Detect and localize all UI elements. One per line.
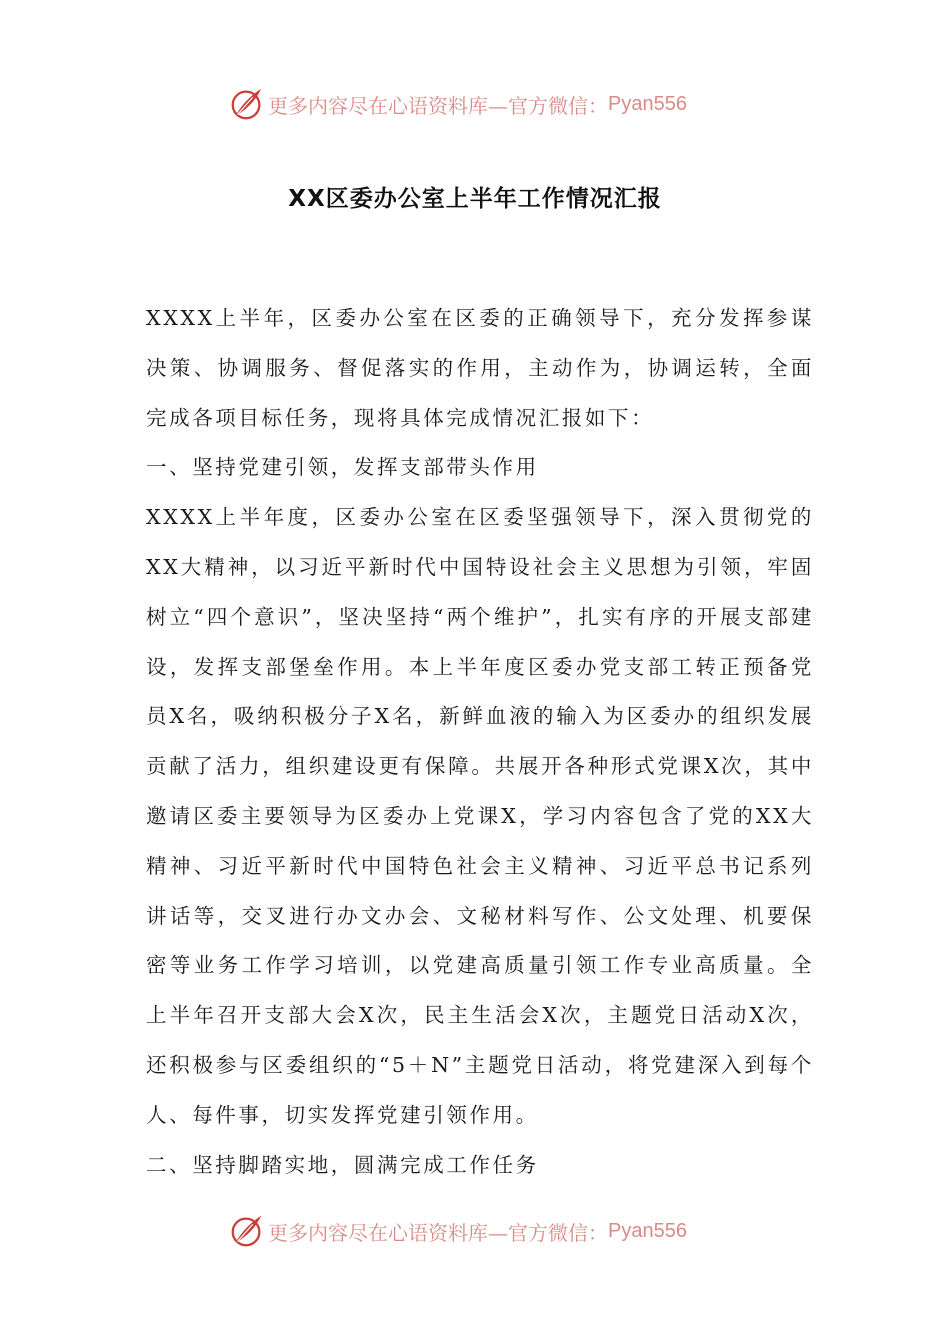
watermark-text: 更多内容尽在心语资料库—官方微信： xyxy=(268,1220,608,1245)
paragraph-section-1: XXXX上半年度，区委办公室在区委坚强领导下，深入贯彻党的XX大精神，以习近平新时代中国特设社会主义思想为引领，牢固树立“四个意识”，坚决坚持“两个维护”，扎实有序的开展支部建设，发挥支部堡垒作用。本上半年度区委办党支部工转正预备党员X名，吸纳积极分子X名，新鲜血液的输入为区委办的组织发展贡献了活力，组织建设更有保障。共展开各种形式党课X次，其中邀请区委主要领导为区委办上党课X，学习内容包含了党的XX大精神、习近平新时代中国特色社会主义精神、习近平总书记系列讲话等，交叉进行办文办会、文秘材料写作、公文处理、机要保密等业务工作学习培训，以党建高质量引领工作专业高质量。全上半年召开支部大会X次，民主生活会X次，主题党日活动X次，还积极参与区委组织的“5＋N”主题党日活动，将党建深入到每个人、每件事，切实发挥党建引领作用。 xyxy=(146,505,814,1127)
quill-logo-icon xyxy=(228,85,266,123)
watermark-text: 更多内容尽在心语资料库—官方微信： xyxy=(268,93,608,118)
watermark-footer xyxy=(228,1211,687,1251)
watermark-header xyxy=(228,84,687,124)
section-heading-2: 二、坚持脚踏实地，圆满完成工作任务 xyxy=(146,1152,539,1177)
watermark-wechat-id: Pyan556 xyxy=(608,92,687,115)
quill-logo-icon xyxy=(228,1212,266,1250)
document-title: XX区委办公室上半年工作情况汇报 xyxy=(288,186,662,212)
paragraph-intro: XXXX上半年，区委办公室在区委的正确领导下，充分发挥参谋决策、协调服务、督促落实的作用，主动作为，协调运转，全面完成各项目标任务，现将具体完成情况汇报如下： xyxy=(146,306,814,430)
watermark-wechat-id: Pyan556 xyxy=(608,1219,687,1242)
section-heading-1: 一、坚持党建引领，发挥支部带头作用 xyxy=(146,455,539,480)
document-body xyxy=(146,294,814,1190)
